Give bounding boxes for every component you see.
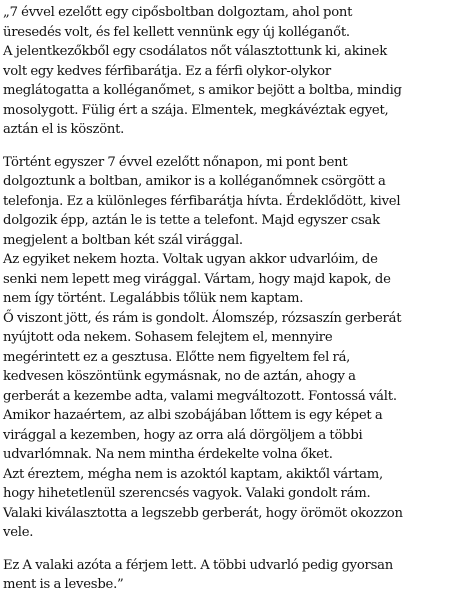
text-line: A jelentkezőkből egy csodálatos nőt választottunk ki, akinek <box>3 44 387 59</box>
text-line: Valaki kiválasztotta a legszebb gerberát, hogy örömöt okozzon <box>3 505 403 521</box>
text-line: Ő viszont jött, és rám is gondolt. Álomszép, rózsaszín gerberát <box>3 310 402 326</box>
text-line: megjelent a boltban két szál virággal. <box>3 232 243 248</box>
text-line: kedvesen köszöntünk egymásnak, no de aztán, ahogy a <box>3 369 356 384</box>
text-line: Azt éreztem, mégha nem is azoktól kaptam, akiktől vártam, <box>3 466 383 482</box>
paragraph-gap <box>3 140 449 153</box>
text-line: senki nem lepett meg virággal. Vártam, hogy majd kapok, de <box>3 271 391 287</box>
text-line: volt egy kedves férfibarátja. Ez a férfi olykor-olykor <box>3 63 331 79</box>
text-line: virággal a kezemben, hogy az orra alá dörgöljem a többi <box>3 427 363 443</box>
text-line: telefonja. Ez a különleges férfibarátja hívta. Érdeklődött, kivel <box>3 193 401 209</box>
text-line: nem így történt. Legalábbis tőlük nem kaptam. <box>3 291 304 306</box>
text-line: Ez A valaki azóta a férjem lett. A többi udvarló pedig gyorsan <box>3 557 393 573</box>
paragraph-gap <box>3 543 449 556</box>
text-line: nyújtott oda nekem. Sohasem felejtem el, mennyire <box>3 330 333 345</box>
text-line: dolgoztunk a boltban, amikor is a kolléganőmnek csörgött a <box>3 174 386 189</box>
text-line: udvarlómnak. Na nem mintha érdekelte volna őket. <box>3 447 333 462</box>
text-line: hogy hihetetlenül szerencsés vagyok. Valaki gondolt rám. <box>3 486 371 501</box>
paragraph-3 <box>3 556 449 595</box>
paragraph-2 <box>3 153 449 543</box>
text-line: mosolygott. Fülig ért a szája. Elmentek, megkávéztak egyet, <box>3 102 389 118</box>
text-line: Az egyiket nekem hozta. Voltak ugyan akkor udvarlóim, de <box>3 252 378 267</box>
text-line: „7 évvel ezelőtt egy cipősboltban dolgoztam, ahol pont <box>3 5 353 20</box>
text-line: Történt egyszer 7 évvel ezelőtt nőnapon, mi pont bent <box>3 154 348 170</box>
story-text <box>3 3 449 595</box>
text-line: aztán el is köszönt. <box>3 122 125 137</box>
text-line: megérintett ez a gesztusa. Előtte nem figyeltem fel rá, <box>3 349 351 365</box>
text-line: meglátogatta a kolléganőmet, s amikor bejött a boltba, mindig <box>3 83 402 98</box>
paragraph-1 <box>3 3 449 140</box>
text-line: Amikor hazaértem, az albi szobájában lőttem is egy képet a <box>3 408 383 423</box>
text-line: gerberát a kezembe adta, valami megváltozott. Fontossá vált. <box>3 388 397 404</box>
text-line: dolgozik épp, aztán le is tette a telefont. Majd egyszer csak <box>3 213 380 228</box>
text-line: üresedés volt, és fel kellett vennünk egy új kolléganőt. <box>3 24 350 40</box>
text-line: vele. <box>3 525 34 540</box>
text-line: ment is a levesbe.” <box>3 577 124 592</box>
